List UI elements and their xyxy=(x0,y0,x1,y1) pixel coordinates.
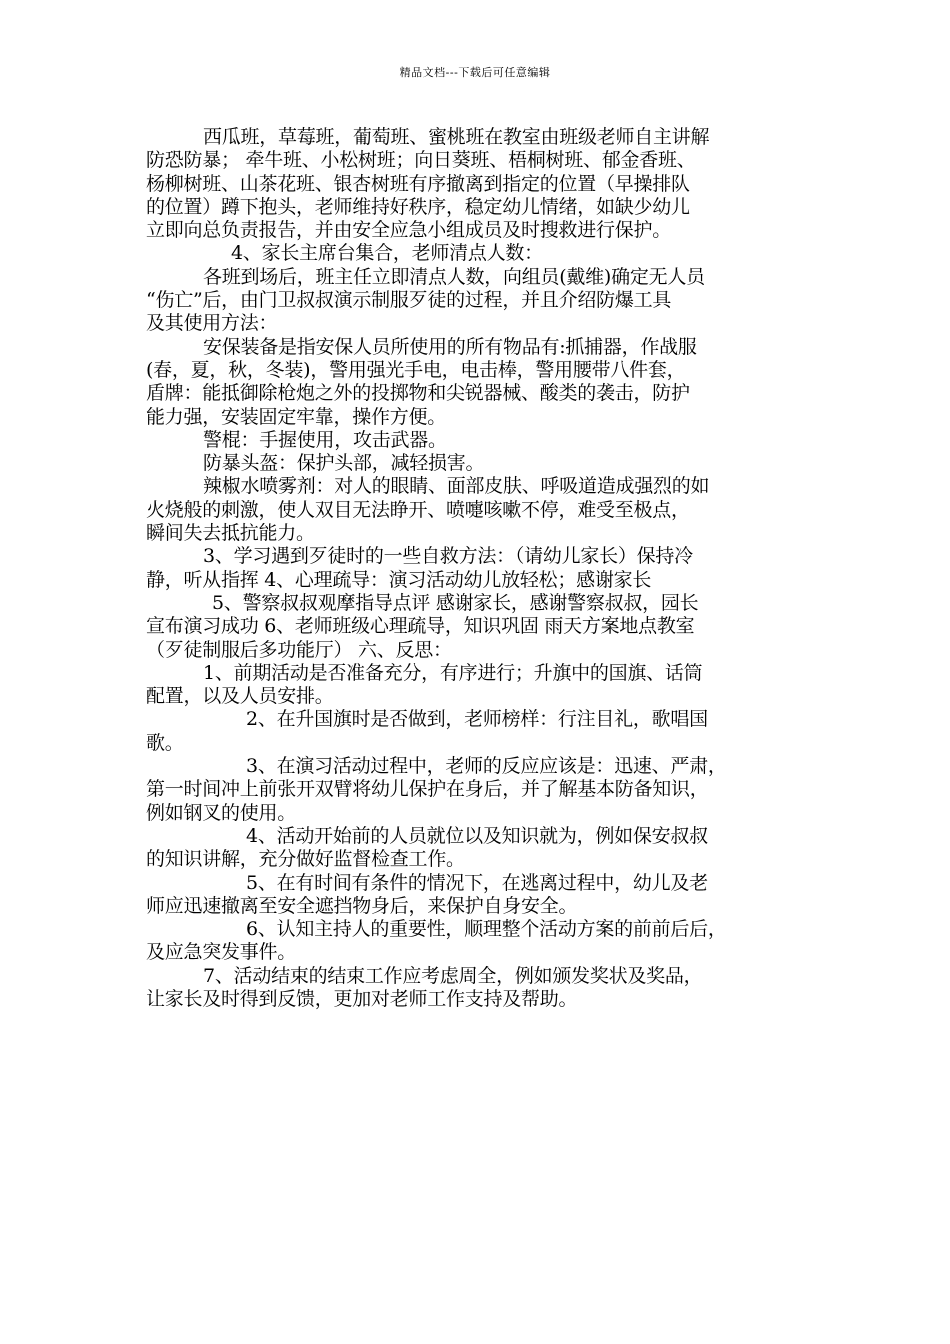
text-line: 2、在升国旗时是否做到，老师榜样：行注目礼，歌唱国 xyxy=(246,708,708,731)
text-line: 1、前期活动是否准备充分，有序进行；升旗中的国旗、话筒 xyxy=(203,661,703,684)
text-line: 第一时间冲上前张开双臂将幼儿保护在身后，并了解基本防备知识， xyxy=(146,778,709,801)
text-line: 杨柳树班、山茶花班、银杏树班有序撤离到指定的位置（早操排队 xyxy=(146,172,690,195)
text-line: 歌。 xyxy=(146,731,184,754)
text-line: 4、家长主席台集合，老师清点人数： xyxy=(231,242,543,265)
text-line: (春，夏，秋，冬装)，警用强光手电，电击棒，警用腰带八件套， xyxy=(146,358,686,381)
text-line: 盾牌：能抵御除枪炮之外的投掷物和尖锐器械、酸类的袭击，防护 xyxy=(146,382,690,405)
text-line: 各班到场后，班主任立即清点人数，向组员(戴维)确定无人员 xyxy=(203,265,705,288)
text-line: 师应迅速撤离至安全遮挡物身后，来保护自身安全。 xyxy=(146,894,578,917)
text-line: “伤亡”后，由门卫叔叔演示制服歹徒的过程，并且介绍防爆工具 xyxy=(146,289,672,312)
text-line: 安保装备是指安保人员所使用的所有物品有:抓捕器，作战服 xyxy=(203,335,697,358)
text-line: 瞬间失去抵抗能力。 xyxy=(146,522,315,545)
text-line: 例如钢叉的使用。 xyxy=(146,801,297,824)
text-line: 及应急突发事件。 xyxy=(146,941,297,964)
text-line: 的知识讲解，充分做好监督检查工作。 xyxy=(146,848,465,871)
text-line: 防暴头盔：保护头部，减轻损害。 xyxy=(203,452,485,475)
text-line: 防恐防暴； 牵牛班、小松树班；向日葵班、梧桐树班、郁金香班、 xyxy=(146,149,696,172)
text-line: 的位置）蹲下抱头，老师维持好秩序，稳定幼儿情绪，如缺少幼儿 xyxy=(146,195,690,218)
text-line: 配置，以及人员安排。 xyxy=(146,685,334,708)
page-header: 精品文档---下载后可任意编辑 xyxy=(399,66,551,79)
text-line: 3、学习遇到歹徒时的一些自救方法：（请幼儿家长）保持冷 xyxy=(203,545,693,568)
text-line: 警棍：手握使用，攻击武器。 xyxy=(203,428,447,451)
text-line: 5、警察叔叔观摩指导点评 感谢家长，感谢警察叔叔，园长 xyxy=(212,591,699,614)
text-line: 能力强，安装固定牢靠，操作方便。 xyxy=(146,405,447,428)
text-line: 4、活动开始前的人员就位以及知识就为，例如保安叔叔 xyxy=(246,824,708,847)
text-line: 7、活动结束的结束工作应考虑周全，例如颁发奖状及奖品， xyxy=(203,964,703,987)
text-line: 火烧般的刺激，使人双目无法睁开、喷嚏咳嗽不停，难受至极点， xyxy=(146,498,690,521)
text-line: 6、认知主持人的重要性，顺理整个活动方案的前前后后， xyxy=(246,918,727,941)
document-body xyxy=(146,126,814,1011)
text-line: 让家长及时得到反馈，更加对老师工作支持及帮助。 xyxy=(146,987,578,1010)
text-line: 静，听从指挥 4、心理疏导：演习活动幼儿放轻松；感谢家长 xyxy=(146,568,652,591)
text-line: 立即向总负责报告，并由安全应急小组成员及时搜救进行保护。 xyxy=(146,219,672,242)
text-line: 5、在有时间有条件的情况下，在逃离过程中，幼儿及老 xyxy=(246,871,708,894)
text-line: 宣布演习成功 6、老师班级心理疏导，知识巩固 雨天方案地点教室 xyxy=(146,615,695,638)
text-line: 辣椒水喷雾剂：对人的眼睛、面部皮肤、呼吸道造成强烈的如 xyxy=(203,475,710,498)
text-line: （歹徒制服后多功能厅） 六、反思： xyxy=(146,638,452,661)
text-line: 西瓜班，草莓班，葡萄班、蜜桃班在教室由班级老师自主讲解 xyxy=(203,126,710,148)
text-line: 3、在演习活动过程中，老师的反应应该是：迅速、严肃， xyxy=(246,755,727,778)
text-line: 及其使用方法： xyxy=(146,312,278,335)
